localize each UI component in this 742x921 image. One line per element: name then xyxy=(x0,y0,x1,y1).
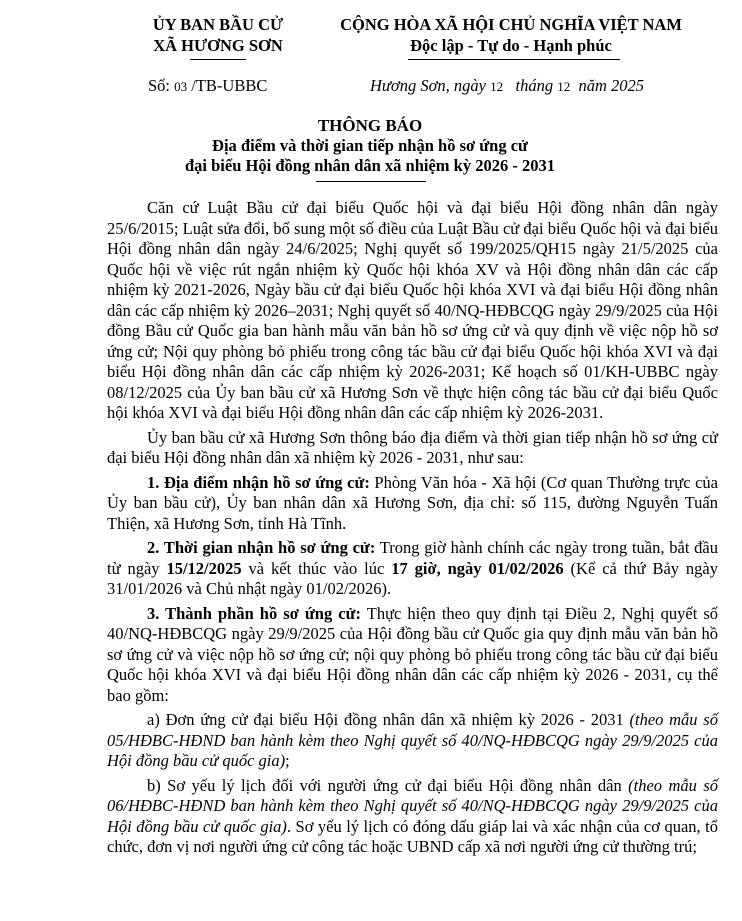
intro-paragraph: Ủy ban bầu cử xã Hương Sơn thông báo địa điểm và thời gian tiếp nhận hồ sơ ứng cử đại biểu Hội đồng nhân dân xã nhiệm kỳ 2026 - 2031, như sau: xyxy=(107,427,718,467)
date-year: năm 2025 xyxy=(578,76,644,95)
item-2-end-date: 17 giờ, ngày 01/02/2026 xyxy=(391,558,564,578)
document-number xyxy=(148,76,267,96)
title-sub-line1: Địa điểm và thời gian tiếp nhận hồ sơ ứng cử xyxy=(212,136,528,155)
date-month-label: tháng xyxy=(515,76,554,95)
title-main: THÔNG BÁO xyxy=(317,116,423,135)
legal-basis-paragraph: Căn cứ Luật Bầu cử đại biểu Quốc hội và đại biểu Hội đồng nhân dân ngày 25/6/2015; Luật sửa đổi, bổ sung một số điều của Luật Bầu cử đại biểu Quốc hội và đại biểu Hội đồng nhân dân ngày 24/6/2025; Nghị quyết số 199/2025/QH15 ngày 21/5/2025 của Quốc hội về việc rút ngắn nhiệm kỳ Quốc hội khóa XV và Hội đồng nhân dân các cấp nhiệm kỳ 2021-2026, Ngày bầu cử đại biểu Quốc hội khóa XVI và đại biểu Hội đồng nhân dân các cấp nhiệm kỳ 2026–2031; Nghị quyết số 40/NQ-HĐBCQG ngày 29/9/2025 của Hội đồng Bầu cử Quốc gia ban hành mẫu văn bản hồ sơ ứng cử và quy định về việc nộp hồ sơ ứng cử; Nội quy phòng bỏ phiếu trong công tác bầu cử đại biểu Quốc hội khóa XVI và đại biểu Hội đồng nhân dân các cấp nhiệm kỳ 2026-2031; Kế hoạch số 01/KH-UBBC ngày 08/12/2025 của Ủy ban bầu cử xã Hương Sơn về thực hiện công tác bầu cử đại biểu Quốc hội khóa XVI và đại biểu Hội đồng nhân dân các cấp nhiệm kỳ 2026-2031. xyxy=(107,198,718,422)
issuing-authority xyxy=(128,14,308,56)
item-1-label: 1. Địa điểm nhận hồ sơ ứng cử: xyxy=(147,472,370,492)
document-number-suffix: /TB-UBBC xyxy=(191,76,268,95)
item-3-components xyxy=(107,604,718,707)
item-b-resume xyxy=(107,776,718,858)
issuing-authority-line2: XÃ HƯƠNG SƠN xyxy=(153,36,283,55)
item-b-text: b) Sơ yếu lý lịch đối với người ứng cử đại biểu Hội đồng nhân dân xyxy=(147,775,629,795)
document-number-prefix: Số: xyxy=(148,76,171,95)
title-underline xyxy=(316,181,426,182)
item-b-end: . Sơ yếu lý lịch có đóng dấu giáp lai và xác nhận của cơ quan, tổ chức, đơn vị nơi người ứng cử công tác hoặc UBND cấp xã nơi người ứng cử thường trú; xyxy=(107,816,718,856)
document-title xyxy=(120,116,620,176)
item-3-text: Thực hiện theo quy định tại Điều 2, Nghị quyết số 40/NQ-HĐBCQG ngày 29/9/2025 của Hội đồng bầu cử Quốc gia quy định mẫu văn bản hồ sơ ứng cử và việc nộp hồ sơ ứng cử; nội quy phòng bỏ phiếu trong công tác bầu cử đại biểu Quốc hội khóa XVI và đại biểu Hội đồng nhân dân các cấp nhiệm kỳ 2026 - 2031, cụ thể bao gồm: xyxy=(107,603,718,705)
item-2-text-a: Trong giờ hành chính các ngày trong tuần, bắt đầu từ ngày xyxy=(107,538,718,578)
item-a-reference: (theo mẫu số 05/HĐBC-HĐND ban hành kèm theo Nghị quyết số 40/NQ-HĐBCQG ngày 29/9/2025 của Hội đồng bầu cử quốc gia) xyxy=(107,710,718,770)
item-1-location xyxy=(107,473,718,535)
issuing-authority-line1: ỦY BAN BẦU CỬ xyxy=(152,15,284,34)
date-day: 12 xyxy=(490,79,504,94)
item-1-text: Phòng Văn hóa - Xã hội (Cơ quan Thường trực của Ủy ban bầu cử), Ủy ban nhân dân xã Hương Sơn, địa chỉ: số 115, đường Nguyễn Tuấn Thiện, xã Hương Sơn, tỉnh Hà Tĩnh. xyxy=(107,472,719,533)
date-place-day-label: Hương Sơn, ngày xyxy=(370,76,486,95)
motto-underline xyxy=(408,59,620,60)
document-body xyxy=(107,198,718,862)
item-2-text-b: và kết thúc vào lúc xyxy=(241,558,392,578)
motto: Độc lập - Tự do - Hạnh phúc xyxy=(410,36,612,55)
title-sub-line2: đại biểu Hội đồng nhân dân xã nhiệm kỳ 2026 - 2031 xyxy=(185,156,555,175)
date-month: 12 xyxy=(557,79,571,94)
item-a-application xyxy=(107,710,718,772)
national-motto xyxy=(330,14,692,56)
issue-date xyxy=(370,76,644,96)
item-2-label: 2. Thời gian nhận hồ sơ ứng cử: xyxy=(147,538,376,557)
document-number-value: 03 xyxy=(174,79,188,94)
item-a-text: a) Đơn ứng cử đại biểu Hội đồng nhân dân xã nhiệm kỳ 2026 - 2031 xyxy=(147,710,630,729)
item-b-reference: (theo mẫu số 06/HĐBC-HĐND ban hành kèm theo Nghị quyết số 40/NQ-HĐBCQG ngày 29/9/2025 của Hội đồng bầu cử quốc gia) xyxy=(107,775,718,836)
authority-underline xyxy=(190,59,246,60)
item-3-label: 3. Thành phần hồ sơ ứng cử: xyxy=(147,603,361,623)
item-2-time xyxy=(107,538,718,600)
item-2-text-c: (Kể cả thứ Bảy ngày 31/01/2026 và Chủ nhật ngày 01/02/2026). xyxy=(107,558,719,598)
nation-name: CỘNG HÒA XÃ HỘI CHỦ NGHĨA VIỆT NAM xyxy=(340,15,682,34)
item-2-start-date: 15/12/2025 xyxy=(166,558,242,578)
item-a-end: ; xyxy=(285,751,290,770)
